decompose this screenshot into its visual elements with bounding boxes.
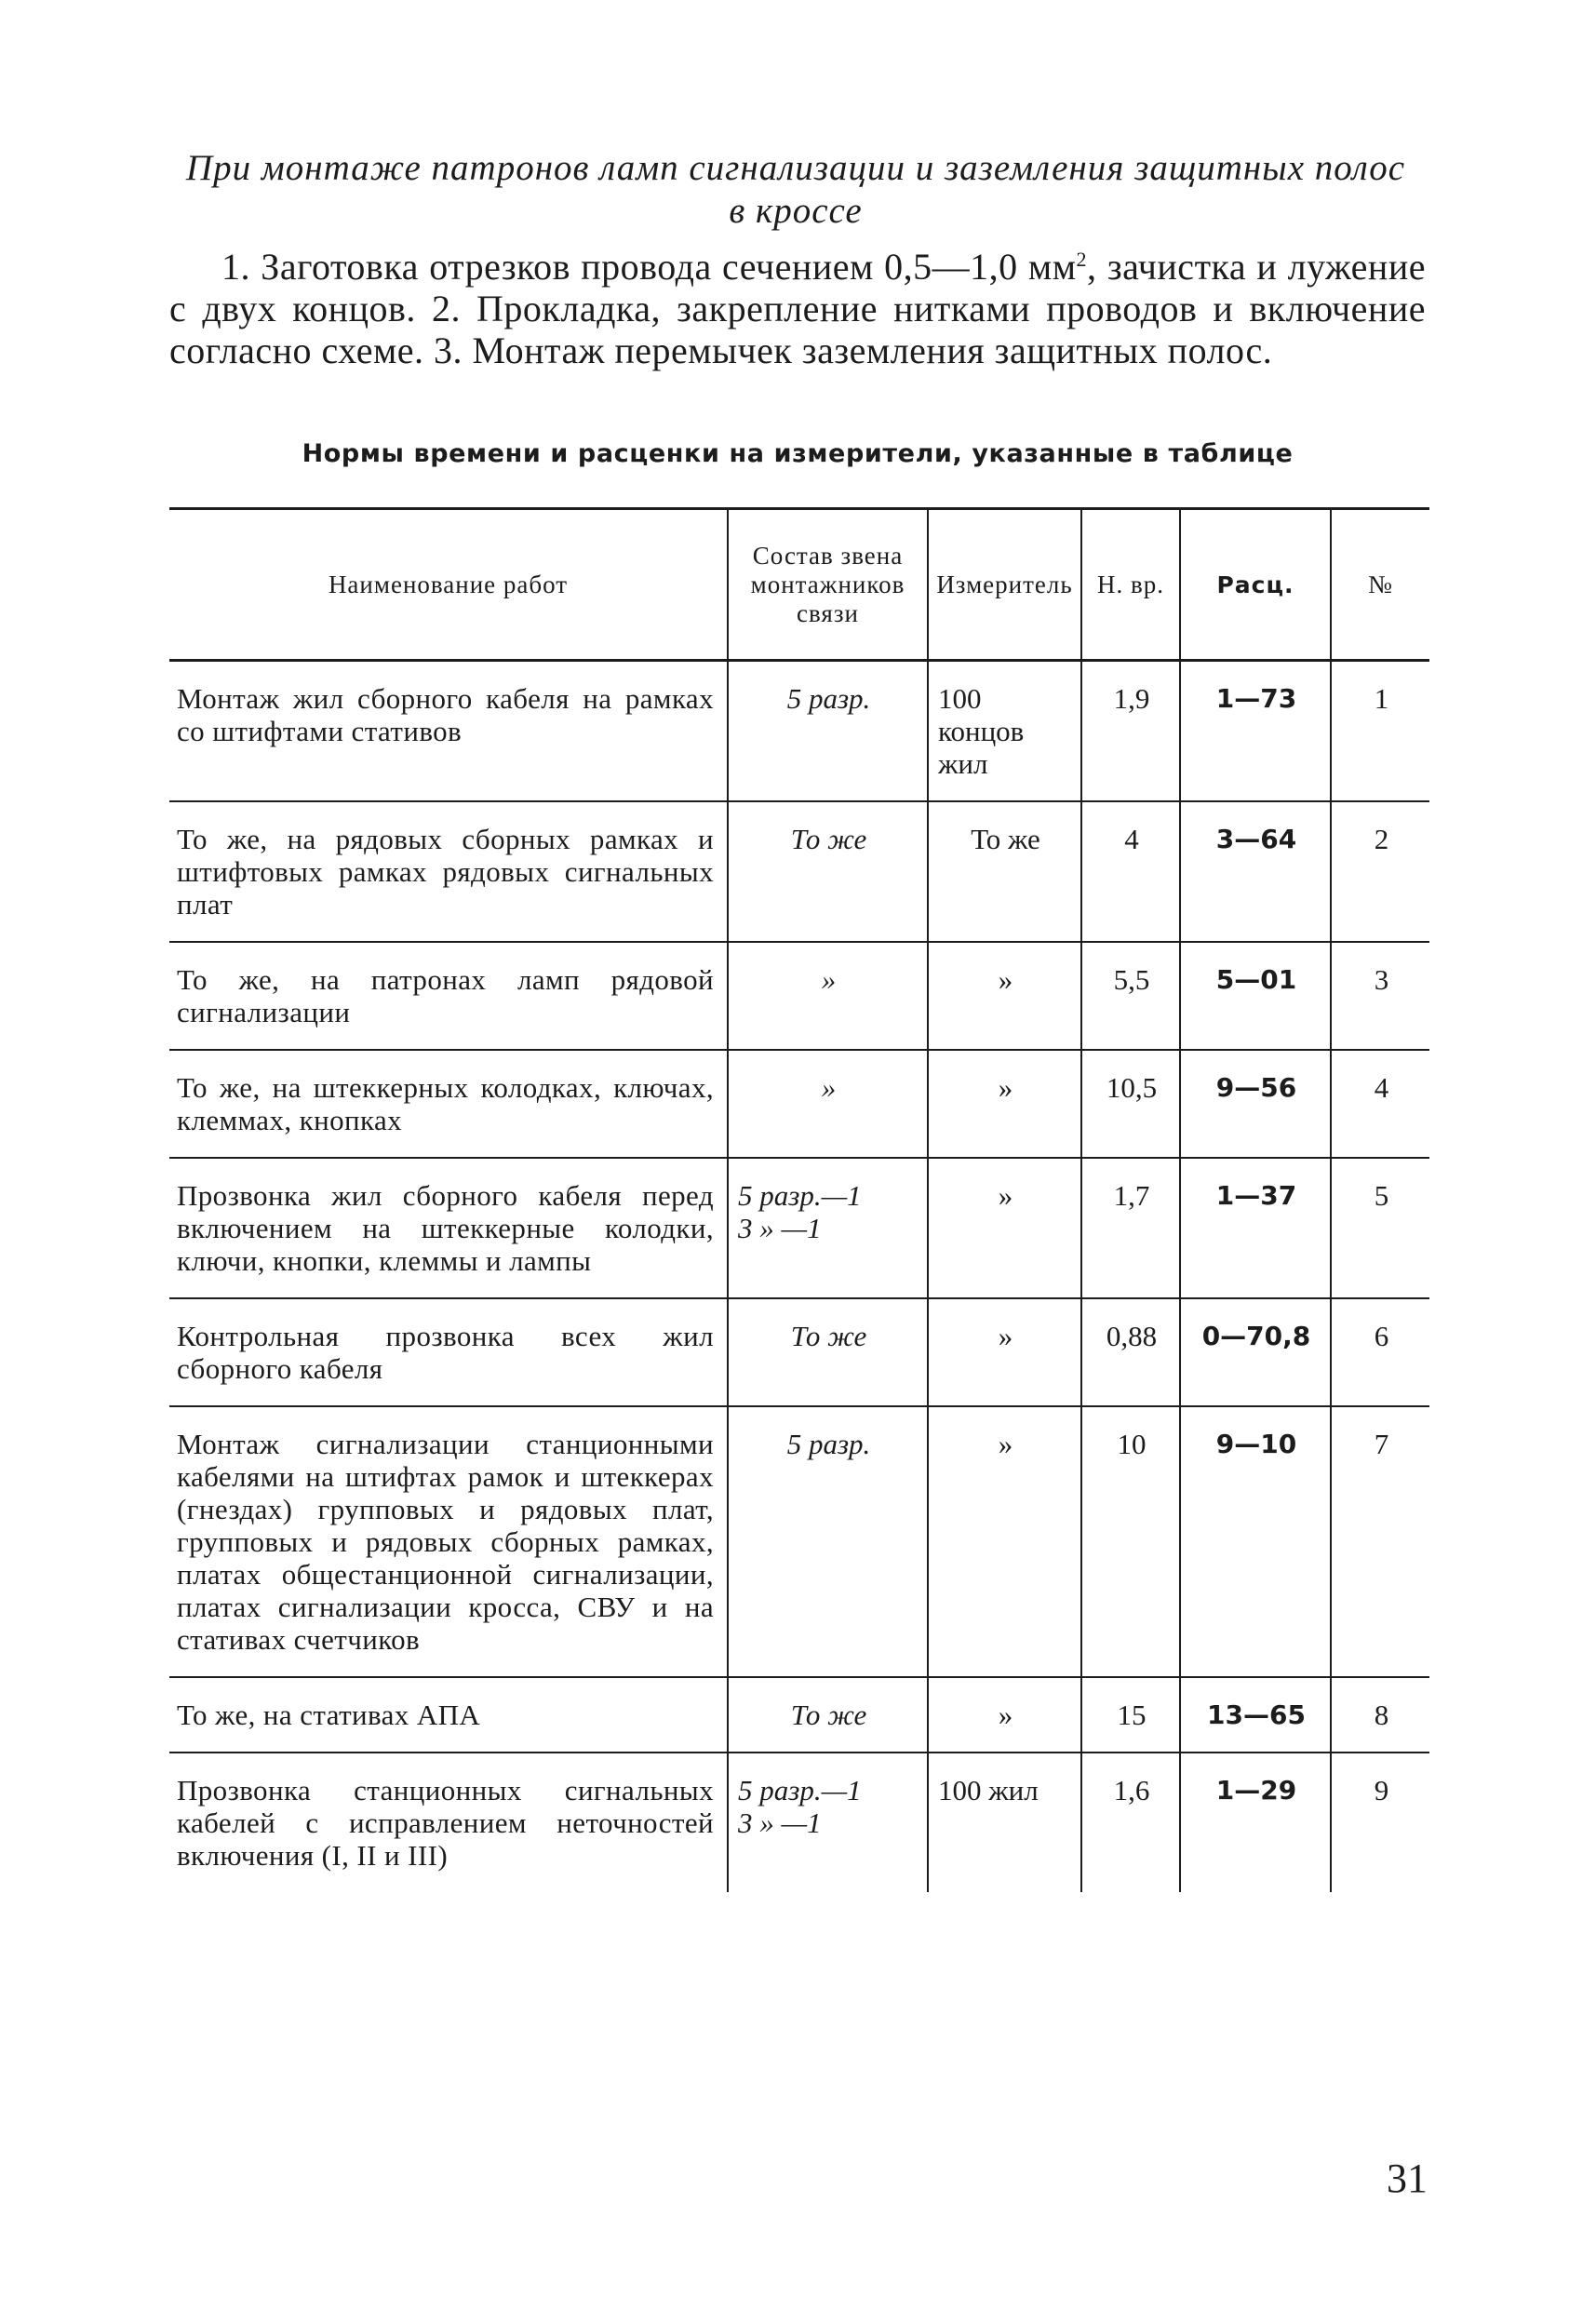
- cell-meter: »: [928, 1406, 1081, 1677]
- intro-text-after: , зачистка и лужение с двух концов. 2. Прокладка, закрепление нитками проводов и включение согласно схеме. 3. Монтаж перемычек заземления защитных полос.: [169, 246, 1427, 371]
- table-row: [169, 1050, 1429, 1158]
- cell-norm: 1,7: [1081, 1158, 1180, 1298]
- cell-norm: 1,9: [1081, 661, 1180, 802]
- cell-work: Прозвонка станционных сигнальных кабелей с исправлением неточностей включения (I, II и III): [177, 1774, 714, 1872]
- cell-number: 5: [1331, 1158, 1429, 1298]
- cell-rate: 1—29: [1180, 1753, 1331, 1892]
- header-crew: Состав звена монтажников связи: [728, 509, 928, 661]
- cell-meter: »: [928, 942, 1081, 1050]
- cell-crew: То же: [728, 801, 928, 942]
- cell-rate: 9—56: [1180, 1050, 1331, 1158]
- cell-rate: 1—37: [1180, 1158, 1331, 1298]
- header-rate: Расц.: [1180, 509, 1331, 661]
- header-work: Наименование работ: [169, 509, 728, 661]
- cell-norm: 4: [1081, 801, 1180, 942]
- header-meter: Измеритель: [928, 509, 1081, 661]
- cell-work: То же, на штеккерных колодках, ключах, клеммах, кнопках: [169, 1050, 728, 1158]
- table-caption: Нормы времени и расценки на измерители, указанные в таблице: [302, 439, 1294, 468]
- table-row: [169, 1753, 1429, 1892]
- cell-meter: »: [928, 1158, 1081, 1298]
- cell-number: 7: [1331, 1406, 1429, 1677]
- table-row: [169, 661, 1429, 802]
- cell-norm: 0,88: [1081, 1298, 1180, 1406]
- cell-crew: 5 разр.: [728, 661, 928, 802]
- cell-crew: 5 разр.—1 3 » —1: [728, 1753, 928, 1892]
- cell-work: Монтаж жил сборного кабеля на рамках со штифтами стативов: [169, 661, 728, 802]
- norms-table: [169, 507, 1429, 1892]
- table-row: [169, 942, 1429, 1050]
- cell-work: Контрольная прозвонка всех жил сборного кабеля: [169, 1298, 728, 1406]
- table-row: [169, 1677, 1429, 1753]
- table-row: [169, 1406, 1429, 1677]
- cell-rate: 3—64: [1180, 801, 1331, 942]
- cell-meter: »: [928, 1677, 1081, 1753]
- cell-norm: 10,5: [1081, 1050, 1180, 1158]
- cell-number: 3: [1331, 942, 1429, 1050]
- header-number: №: [1331, 509, 1429, 661]
- cell-number: 1: [1331, 661, 1429, 802]
- cell-meter: То же: [928, 801, 1081, 942]
- cell-work: То же, на стативах АПА: [169, 1677, 728, 1753]
- cell-number: 4: [1331, 1050, 1429, 1158]
- table-row: [169, 1158, 1429, 1298]
- cell-work: Прозвонка жил сборного кабеля перед включением на штеккерные колодки, ключи, кнопки, клеммы и лампы: [169, 1158, 728, 1298]
- cell-number: 9: [1331, 1753, 1429, 1892]
- cell-work: Монтаж сигнализации станционными кабелями на штифтах рамок и штеккерах (гнездах) групповых и рядовых плат, групповых и рядовых сборных рамках, платах общестанционной сигнализации, платах сигнализации кросса, СВУ и на стативах счетчиков: [169, 1406, 728, 1677]
- cell-number: 6: [1331, 1298, 1429, 1406]
- intro-superscript: 2: [1076, 248, 1088, 271]
- section-heading: При монтаже патронов ламп сигнализации и заземления защитных полос в кроссе: [185, 148, 1406, 231]
- intro-paragraph: [169, 246, 1426, 371]
- table-header-row: [169, 509, 1429, 661]
- cell-crew: »: [728, 942, 928, 1050]
- cell-crew: »: [728, 1050, 928, 1158]
- cell-number: 8: [1331, 1677, 1429, 1753]
- cell-rate: 1—73: [1180, 661, 1331, 802]
- cell-crew: То же: [728, 1298, 928, 1406]
- cell-crew: То же: [728, 1677, 928, 1753]
- cell-crew: 5 разр.: [728, 1406, 928, 1677]
- cell-norm: 5,5: [1081, 942, 1180, 1050]
- intro-text: [169, 246, 1426, 371]
- cell-number: 2: [1331, 801, 1429, 942]
- header-norm: Н. вр.: [1081, 509, 1180, 661]
- table-body: [169, 661, 1429, 1893]
- intro-text-before: 1. Заготовка отрезков провода сечением 0,5—1,0 мм: [221, 246, 1077, 288]
- cell-crew: 5 разр.—1 3 » —1: [728, 1158, 928, 1298]
- cell-meter: 100 жил: [928, 1753, 1081, 1892]
- cell-meter: »: [928, 1298, 1081, 1406]
- cell-norm: 10: [1081, 1406, 1180, 1677]
- table-row: [169, 1298, 1429, 1406]
- cell-work: То же, на патронах ламп рядовой сигнализации: [169, 942, 728, 1050]
- cell-norm: 15: [1081, 1677, 1180, 1753]
- cell-rate: 13—65: [1180, 1677, 1331, 1753]
- cell-norm: 1,6: [1081, 1753, 1180, 1892]
- cell-work: То же, на рядовых сборных рамках и штифтовых рамках рядовых сигнальных плат: [169, 801, 728, 942]
- cell-meter: 100 концов жил: [928, 661, 1081, 802]
- cell-rate: 0—70,8: [1180, 1298, 1331, 1406]
- cell-meter: »: [928, 1050, 1081, 1158]
- cell-rate: 5—01: [1180, 942, 1331, 1050]
- page-number: 31: [1387, 2156, 1428, 2201]
- table-row: [169, 801, 1429, 942]
- cell-rate: 9—10: [1180, 1406, 1331, 1677]
